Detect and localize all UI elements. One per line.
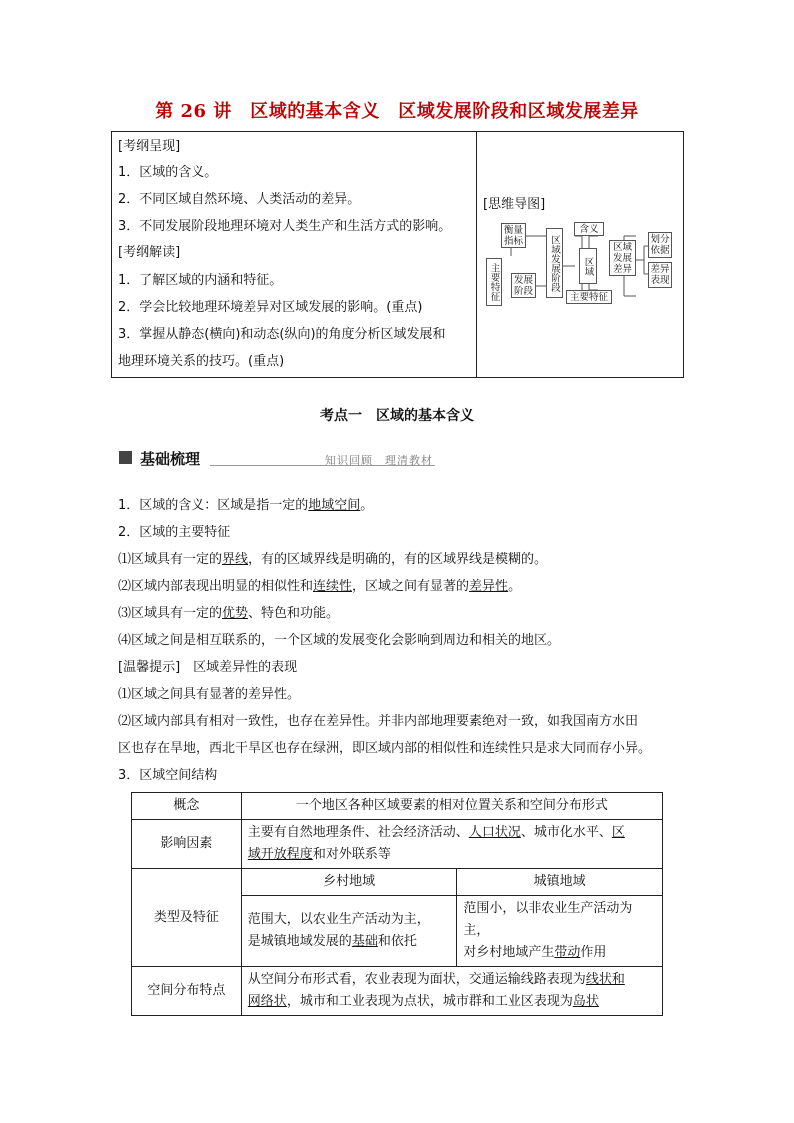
outline-line: 2．学会比较地理环境差异对区域发展的影响。(重点) [118, 300, 423, 315]
outline-line: 3．掌握从静态(横向)和动态(纵向)的角度分析区域发展和 [118, 327, 446, 342]
banner-subtitle: 知识回顾 理清教材 [325, 454, 433, 467]
table-row [132, 967, 663, 1016]
mindmap-region-dev-diff: 区域发展差异 [609, 240, 636, 276]
mindmap-dev-stage: 发展阶段 [511, 273, 536, 298]
table-header-cell: 类型及特征 [132, 869, 242, 967]
banner-icon [119, 451, 132, 464]
table-cell: 一个地区各种区域要素的相对位置关系和空间分布形式 [241, 793, 662, 820]
mindmap-region-dev-stage: 区域发展阶段 [546, 228, 563, 298]
table-header-cell: 空间分布特点 [132, 967, 242, 1016]
table-cell: 范围大，以农业生产活动为主， 是城镇地域发展的基础和依托 [241, 896, 457, 967]
body-line: ⑷区域之间是相互联系的，一个区域的发展变化会影响到周边和相关的地区。 [118, 633, 561, 648]
table-row [132, 869, 663, 896]
outline-line: 地理环境关系的技巧。(重点) [118, 354, 285, 369]
mindmap-region: 区域 [579, 248, 597, 284]
spatial-structure-table [131, 792, 663, 1016]
mindmap-main-feature-h: 主要特征 [566, 290, 612, 304]
body-line: 2．区域的主要特征 [118, 525, 231, 540]
tip-heading: [温馨提示] 区域差异性的表现 [118, 660, 298, 675]
body-line: ⑴区域之间具有显著的差异性。 [118, 687, 301, 702]
outline-divider [476, 132, 477, 377]
outline-line: [考纲解读] [118, 245, 181, 260]
body-line: 3．区域空间结构 [118, 768, 218, 783]
table-cell: 主要有自然地理条件、社会经济活动、人口状况、城市化水平、区 域开放程度和对外联系等 [241, 820, 662, 869]
body-line: ⑵区域内部表现出明显的相似性和连续性，区域之间有显著的差异性。 [118, 579, 522, 594]
body-line: ⑶区域具有一定的优势、特色和功能。 [118, 606, 340, 621]
mindmap-measure: 衡量指标 [501, 223, 526, 248]
outline-line: 2．不同区域自然环境、人类活动的差异。 [118, 192, 361, 207]
outline-line: 1．了解区域的内涵和特征。 [118, 273, 283, 288]
body-line: ⑵区域内部具有相对一致性，也存在差异性。并非内部地理要素绝对一致，如我国南方水田 [118, 714, 639, 729]
section-title: 考点一 区域的基本含义 [320, 408, 474, 424]
outline-line: 3．不同发展阶段地理环境对人类生产和生活方式的影响。 [118, 219, 452, 234]
mindmap-basis: 划分依据 [648, 232, 672, 258]
body-line: 区也存在旱地，西北干旱区也存在绿洲，即区域内部的相似性和连续性只是求大同而存小异。 [118, 741, 652, 756]
outline-line: [考纲呈现] [118, 139, 181, 154]
body-line: ⑴区域具有一定的界线，有的区域界线是明确的，有的区域界线是模糊的。 [118, 552, 548, 567]
outline-line: 1．区域的含义。 [118, 165, 218, 180]
mindmap-meaning: 含义 [574, 222, 604, 236]
banner-title: 基础梳理 [140, 450, 201, 468]
table-subheader-cell: 城镇地域 [457, 869, 663, 896]
page-title: 第 26 讲 区域的基本含义 区域发展阶段和区域发展差异 [155, 101, 639, 122]
table-row [132, 793, 663, 820]
table-cell: 从空间分布形式看，农业表现为面状，交通运输线路表现为线状和 网络状，城市和工业表现为点状，城市群和工业区表现为岛状 [241, 967, 662, 1016]
table-subheader-cell: 乡村地域 [241, 869, 457, 896]
table-row [132, 820, 663, 869]
mindmap-diff-show: 差异表现 [648, 262, 672, 288]
table-header-cell: 概念 [132, 793, 242, 820]
table-cell: 范围小，以非农业生产活动为主， 对乡村地域产生带动作用 [457, 896, 663, 967]
table-header-cell: 影响因素 [132, 820, 242, 869]
mindmap-main-feature-v: 主要特征 [486, 258, 502, 306]
body-line: 1．区域的含义：区域是指一定的地域空间。 [118, 498, 374, 513]
mindmap-label: [思维导图] [483, 197, 546, 212]
